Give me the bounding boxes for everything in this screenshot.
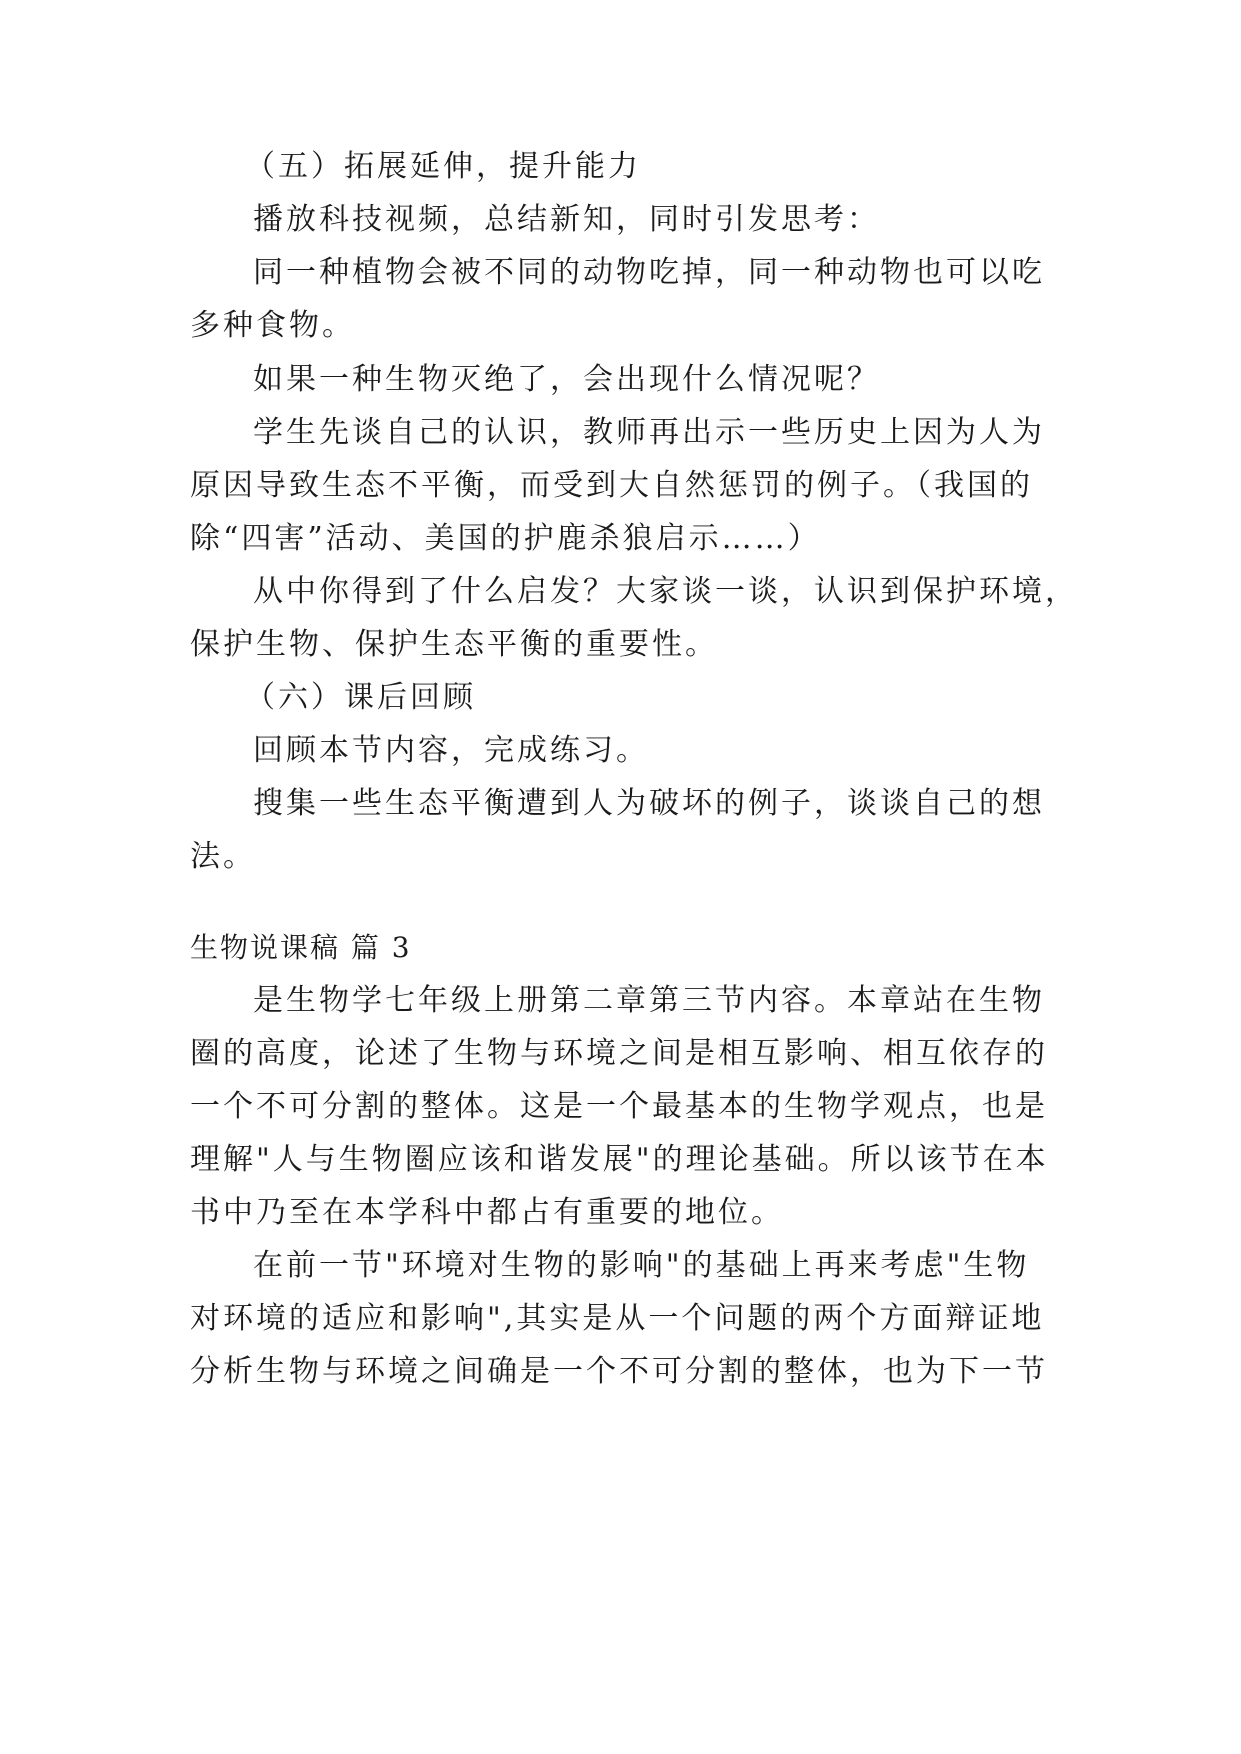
- paragraph-line: 圈的高度，论述了生物与环境之间是相互影响、相互依存的: [190, 1036, 1048, 1071]
- paragraph-line: 搜集一些生态平衡遭到人为破坏的例子，谈谈自己的想: [253, 786, 1045, 821]
- paragraph-line: 一个不可分割的整体。这是一个最基本的生物学观点，也是: [190, 1089, 1048, 1124]
- paragraph-line: 如果一种生物灭绝了，会出现什么情况呢？: [253, 362, 880, 397]
- paragraph-line: 除“四害”活动、美国的护鹿杀狼启示……）: [190, 521, 821, 556]
- paragraph-line: 播放科技视频，总结新知，同时引发思考：: [253, 202, 880, 237]
- paragraph-line: 对环境的适应和影响",其实是从一个问题的两个方面辩证地: [190, 1301, 1045, 1336]
- paragraph-line: 原因导致生态不平衡，而受到大自然惩罚的例子。（我国的: [190, 468, 1033, 503]
- paragraph-line: 从中你得到了什么启发？大家谈一谈，认识到保护环境，: [253, 574, 1078, 609]
- paragraph-line: 分析生物与环境之间确是一个不可分割的整体，也为下一节: [190, 1354, 1048, 1389]
- paragraph-line: 法。: [190, 839, 256, 874]
- section-heading-6: （六）课后回顾: [245, 680, 476, 715]
- paragraph-line: 保护生物、保护生态平衡的重要性。: [190, 627, 718, 662]
- paragraph-line: 是生物学七年级上册第二章第三节内容。本章站在生物: [253, 983, 1045, 1018]
- paragraph-line: 书中乃至在本学科中都占有重要的地位。: [190, 1195, 784, 1230]
- paragraph-line: 理解"人与生物圈应该和谐发展"的理论基础。所以该节在本: [190, 1142, 1049, 1177]
- paragraph-line: 学生先谈自己的认识，教师再出示一些历史上因为人为: [253, 415, 1045, 450]
- paragraph-line: 回顾本节内容，完成练习。: [253, 733, 649, 768]
- section-heading-5: （五）拓展延伸，提升能力: [245, 149, 641, 184]
- paragraph-line: 多种食物。: [190, 308, 355, 343]
- paragraph-line: 同一种植物会被不同的动物吃掉，同一种动物也可以吃: [253, 255, 1045, 290]
- article-title: 生物说课稿 篇 3: [190, 931, 412, 964]
- paragraph-line: 在前一节"环境对生物的影响"的基础上再来考虑"生物: [253, 1248, 1030, 1283]
